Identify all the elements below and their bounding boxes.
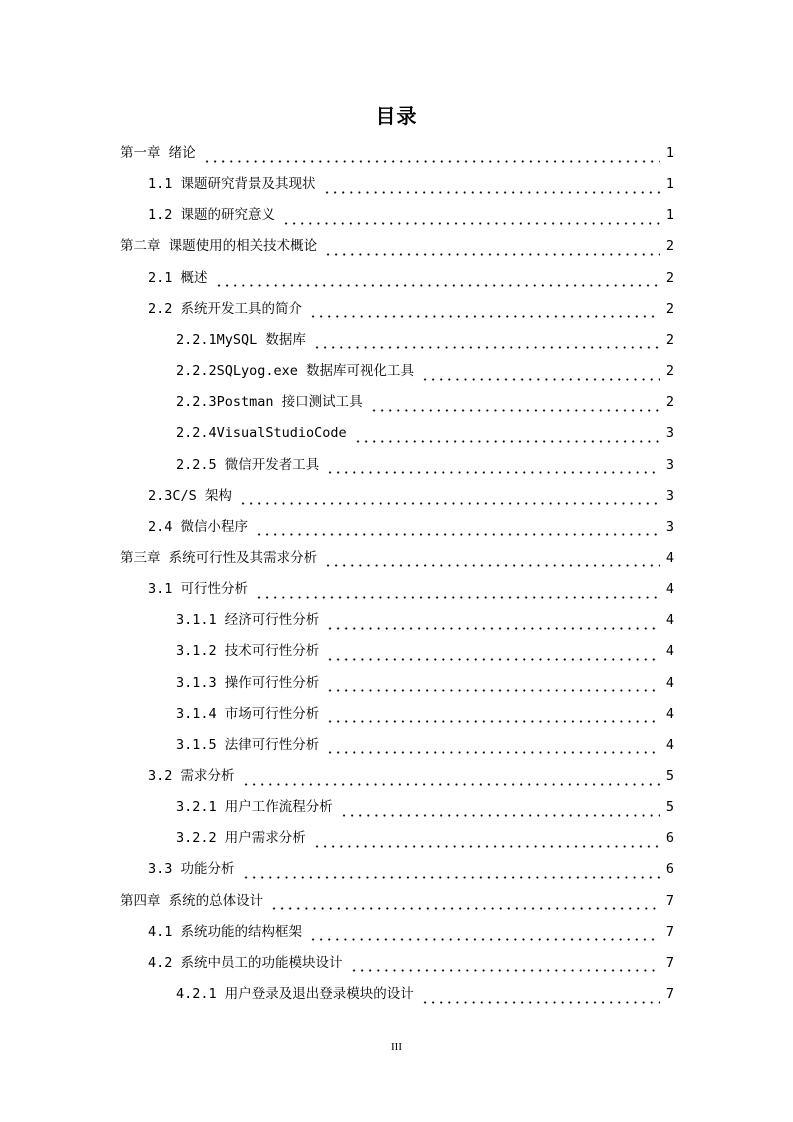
dot-leader [255,585,660,599]
toc-entry-title: 2.1 概述 [148,269,208,286]
toc-entry-title: 3.2.2 用户需求分析 [176,830,306,847]
toc-entry[interactable] [148,761,674,792]
toc-entry[interactable] [176,418,674,449]
toc-title: 目录 [375,104,418,128]
toc-entry-page-number: 2 [665,363,674,380]
toc-entry[interactable] [148,917,674,948]
toc-entry-title: 2.3C/S 架构 [148,487,232,504]
toc-entry-title: 第三章 系统可行性及其需求分析 [120,549,318,566]
toc-entry[interactable] [148,169,674,200]
toc-entry-title: 2.4 微信小程序 [148,518,249,535]
toc-entry-title: 2.2 系统开发工具的简介 [148,300,303,317]
toc-entry-page-number: 4 [665,581,674,598]
toc-entry[interactable] [176,325,674,356]
toc-entry[interactable] [120,543,674,574]
dot-leader [324,553,660,567]
toc-entry-page-number: 6 [665,861,674,878]
toc-entry-title: 4.1 系统功能的结构框架 [148,923,303,940]
toc-entry-page-number: 1 [665,207,674,224]
toc-entry-page-number: 3 [665,487,674,504]
toc-entry-page-number: 4 [665,705,674,722]
toc-entry-page-number: 4 [665,736,674,753]
dot-leader [326,460,660,474]
toc-entry-page-number: 2 [665,331,674,348]
toc-entry-title: 3.1.4 市场可行性分析 [176,705,320,722]
dot-leader [340,803,660,817]
dot-leader [421,990,660,1004]
toc-entry-title: 3.1.3 操作可行性分析 [176,674,320,691]
dot-leader [239,491,660,505]
dot-leader [313,834,660,848]
toc-entry-title: 2.2.1MySQL 数据库 [176,331,306,348]
toc-entry-title: 3.1.2 技术可行性分析 [176,643,320,660]
toc-entry-title: 2.2.4VisualStudioCode [176,425,347,442]
toc-entry-page-number: 4 [665,643,674,660]
toc-entry-page-number: 7 [665,923,674,940]
toc-entry-title: 1.1 课题研究背景及其现状 [148,176,316,193]
toc-entry[interactable] [148,948,674,979]
dot-leader [370,398,660,412]
toc-entry-page-number: 2 [665,269,674,286]
toc-entry[interactable] [176,792,674,823]
dot-leader [326,740,660,754]
dot-leader [326,647,660,661]
toc-entry[interactable] [148,481,674,512]
toc-entry-page-number: 6 [665,830,674,847]
dot-leader [255,522,660,536]
toc-entry[interactable] [176,387,674,418]
toc-entry[interactable] [176,356,674,387]
toc-entry-page-number: 4 [665,674,674,691]
toc-entry[interactable] [120,138,674,169]
toc-entry[interactable] [148,200,674,231]
toc-entry-page-number: 7 [665,986,674,1003]
toc-entry-page-number: 1 [665,145,674,161]
toc-entry-title: 3.1 可行性分析 [148,581,249,598]
toc-entry-page-number: 5 [665,799,674,816]
dot-leader [421,367,660,381]
toc-entry[interactable] [148,512,674,543]
toc-entry-title: 4.2 系统中员工的功能模块设计 [148,954,343,971]
toc-entry-page-number: 2 [665,394,674,411]
toc-entry-title: 3.2 需求分析 [148,768,235,784]
toc-entry-page-number: 7 [665,954,674,971]
dot-leader [242,772,660,786]
dot-leader [326,678,660,692]
toc-entry-title: 3.1.1 经济可行性分析 [176,612,320,629]
toc-entry-title: 3.2.1 用户工作流程分析 [176,799,333,816]
toc-entry[interactable] [148,854,674,885]
dot-leader [309,304,660,318]
toc-entry-title: 4.2.1 用户登录及退出登录模块的设计 [176,986,414,1003]
toc-entry[interactable] [176,979,674,1010]
toc-entry-title: 1.2 课题的研究意义 [148,207,276,224]
toc-entry-title: 2.2.2SQLyog.exe 数据库可视化工具 [176,363,415,380]
dot-leader [215,273,660,287]
toc-entry[interactable] [176,636,674,667]
dot-leader [354,429,660,443]
toc-entry[interactable] [176,605,674,636]
dot-leader [326,709,660,723]
dot-leader [323,180,660,194]
toc-entry[interactable] [176,823,674,854]
toc-entry[interactable] [148,263,674,294]
toc-entry[interactable] [148,574,674,605]
toc-entry-title: 第二章 课题使用的相关技术概论 [120,238,318,255]
page-number-footer: III [391,1041,402,1053]
toc-entry-page-number: 2 [665,300,674,317]
dot-leader [350,958,660,972]
toc-entry[interactable] [176,730,674,761]
toc-entry-title: 第一章 绪论 [120,145,196,161]
dot-leader [242,865,660,879]
toc-entry-title: 2.2.3Postman 接口测试工具 [176,394,363,411]
toc-entry-title: 3.3 功能分析 [148,861,235,878]
dot-leader [313,335,660,349]
toc-entry[interactable] [148,294,674,325]
toc-entry-page-number: 3 [665,425,674,442]
dot-leader [203,149,660,163]
dot-leader [282,211,660,225]
toc-entry-page-number: 5 [665,768,674,784]
toc-entry[interactable] [120,886,674,917]
dot-leader [270,896,660,910]
toc-entry-page-number: 2 [665,238,674,255]
toc-entry[interactable] [176,699,674,730]
toc-entry-page-number: 7 [665,892,674,909]
toc-entry-page-number: 3 [665,518,674,535]
toc-entry-page-number: 1 [665,176,674,193]
dot-leader [326,616,660,630]
toc-entry-page-number: 3 [665,456,674,473]
toc-entry-title: 3.1.5 法律可行性分析 [176,736,320,753]
toc-entry-title: 2.2.5 微信开发者工具 [176,456,320,473]
toc-entry-title: 第四章 系统的总体设计 [120,892,264,909]
toc-entry[interactable] [176,450,674,481]
toc-entry-page-number: 4 [665,612,674,629]
dot-leader [324,242,660,256]
dot-leader [309,927,660,941]
toc-entry[interactable] [120,231,674,262]
toc-entry[interactable] [176,668,674,699]
toc-entry-page-number: 4 [665,549,674,566]
